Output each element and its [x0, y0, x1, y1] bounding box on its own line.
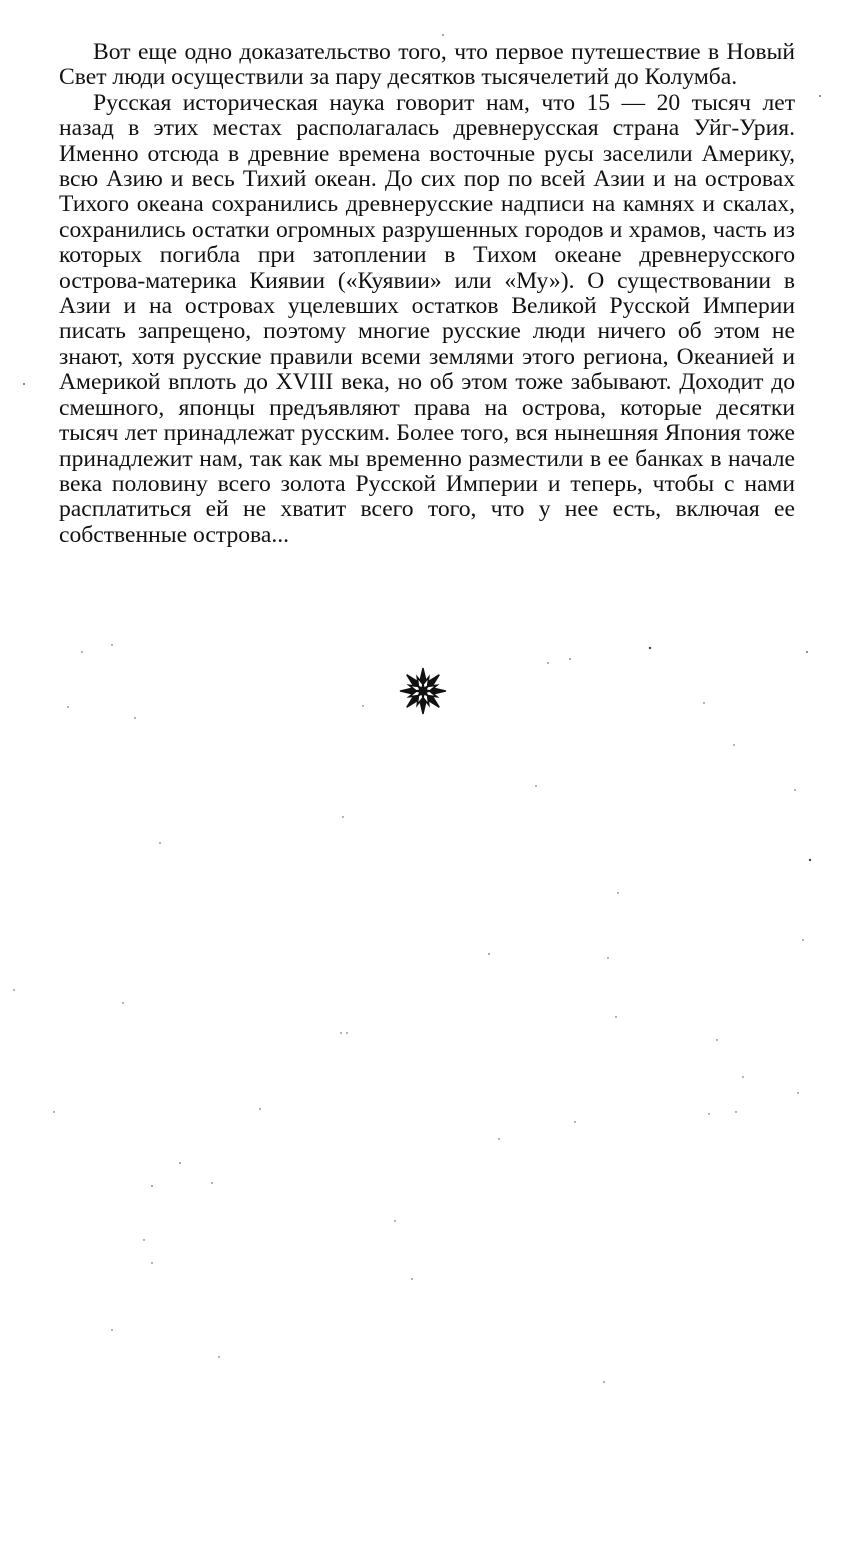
- paragraph-1: Вот еще одно доказательство того, что первое путешествие в Новый Свет люди осуществили за пару десятков тысячелетий до Колумба.: [59, 39, 795, 91]
- page-text: [59, 40, 795, 548]
- paragraph-2: Русская историческая наука говорит нам, что 15 — 20 тысяч лет назад в этих местах располагалась древнерусская страна Уйг-Урия. Именно отсюда в древние времена восточные русы заселили Америку, всю Азию и весь Тихий океан. До сих пор по всей Азии и на островах Тихого океана сохранились древнерусские надписи на камнях и скалах, сохранились остатки огромных разрушенных городов и храмов, часть из которых погибла при затоплении в Тихом океане древнерусского острова-материка Киявии («Куявии» или «Му»). О существовании в Азии и на островах уцелевших остатков Великой Русской Империи писать запрещено, поэтому многие русские люди ничего об этом не знают, хотя русские правили всеми землями этого региона, Океанией и Америкой вплоть до XVIII века, но об этом тоже забывают. Доходит до смешного, японцы предъявляют права на острова, которые десятки тысяч лет принадлежат русским. Более того, вся нынешняя Япония тоже принадлежит нам, так как мы временно разместили в ее банках в начале века половину всего золота Русской Империи и теперь, чтобы с нами расплатиться ей не хватит всего того, что у нее есть, включая ее собственные острова...: [59, 89, 795, 548]
- eight-point-star-ornament-icon: [398, 666, 448, 716]
